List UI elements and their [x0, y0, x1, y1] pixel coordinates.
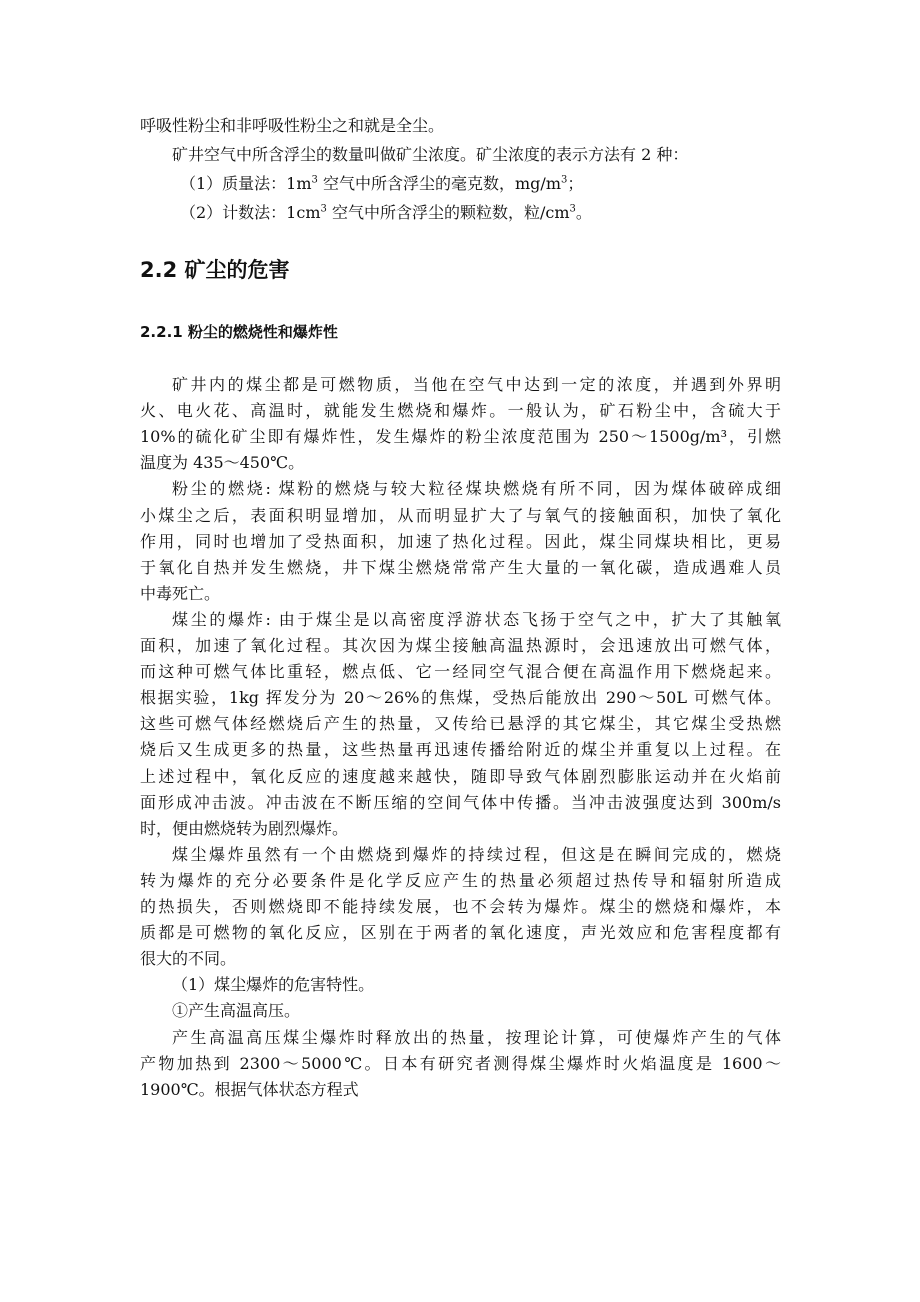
- paragraph-line: 1900℃。根据气体状态方程式: [140, 1080, 359, 1099]
- paragraph-line: （1）煤尘爆炸的危害特性。: [172, 975, 375, 994]
- text-line: （1）质量法：$1m^3$ 空气中所含浮尘的毫克数，$mg/m^3$；: [180, 174, 584, 193]
- section-heading: 2.2 矿尘的危害: [140, 258, 290, 282]
- paragraph-line: 温度为 435～450℃。: [140, 453, 305, 472]
- paragraph-line: 这些可燃气体经燃烧后产生的热量，又传给已悬浮的其它煤尘，其它煤尘受热燃: [140, 714, 781, 733]
- paragraph-line: 质都是可燃物的氧化反应，区别在于两者的氧化速度，声光效应和危害程度都有: [140, 923, 781, 942]
- paragraph-line: 矿井内的煤尘都是可燃物质，当他在空气中达到一定的浓度，并遇到外界明: [172, 375, 781, 394]
- paragraph-line: 烧后又生成更多的热量，这些热量再迅速传播给附近的煤尘并重复以上过程。在: [140, 740, 781, 759]
- paragraph-line: 上述过程中，氧化反应的速度越来越快，随即导致气体剧烈膨胀运动并在火焰前: [140, 767, 781, 786]
- paragraph-line: 根据实验，1kg 挥发分为 20～26%的焦煤，受热后能放出 290～50L 可燃气体。: [140, 688, 781, 707]
- paragraph-line: 中毒死亡。: [140, 584, 221, 603]
- paragraph-line: ①产生高温高压。: [172, 1001, 301, 1020]
- paragraph-line: 很大的不同。: [140, 949, 237, 968]
- paragraph-line: 粉尘的燃烧: 煤粉的燃烧与较大粒径煤块燃烧有所不同，因为煤体破碎成细: [172, 479, 781, 498]
- paragraph-line: 10%的硫化矿尘即有爆炸性，发生爆炸的粉尘浓度范围为 250～1500g/m³，引燃: [140, 427, 781, 446]
- paragraph-line: 面形成冲击波。冲击波在不断压缩的空间气体中传播。当冲击波强度达到 300m/s: [140, 793, 781, 812]
- paragraph-line: 火、电火花、高温时，就能发生燃烧和爆炸。一般认为，矿石粉尘中，含硫大于: [140, 401, 781, 420]
- paragraph-line: 时，便由燃烧转为剧烈爆炸。: [140, 819, 349, 838]
- paragraph-line: 煤尘的爆炸: 由于煤尘是以高密度浮游状态飞扬于空气之中，扩大了其触氧: [172, 610, 781, 629]
- paragraph-line: 煤尘爆炸虽然有一个由燃烧到爆炸的持续过程，但这是在瞬间完成的，燃烧: [172, 845, 781, 864]
- text-line: （2）计数法：$1cm^3$ 空气中所含浮尘的颗粒数，粒$/cm^3$。: [180, 203, 592, 222]
- paragraph-line: 的热损失，否则燃烧即不能持续发展，也不会转为爆炸。煤尘的燃烧和爆炸，本: [140, 897, 781, 916]
- subsection-heading: 2.2.1 粉尘的燃烧性和爆炸性: [140, 323, 338, 341]
- paragraph-line: 作用，同时也增加了受热面积，加速了热化过程。因此，煤尘同煤块相比，更易: [140, 532, 781, 551]
- paragraph-line: 产生高温高压煤尘爆炸时释放出的热量，按理论计算，可使爆炸产生的气体: [172, 1028, 781, 1047]
- paragraph-line: 产物加热到 2300～5000℃。日本有研究者测得煤尘爆炸时火焰温度是 1600～: [140, 1054, 781, 1073]
- text-line: 呼吸性粉尘和非呼吸性粉尘之和就是全尘。: [140, 116, 445, 135]
- paragraph-line: 于氧化自热并发生燃烧，井下煤尘燃烧常常产生大量的一氧化碳，造成遇难人员: [140, 558, 781, 577]
- paragraph-line: 面积，加速了氧化过程。其次因为煤尘接触高温热源时，会迅速放出可燃气体，: [140, 636, 781, 655]
- text-line: 矿井空气中所含浮尘的数量叫做矿尘浓度。矿尘浓度的表示方法有 2 种：: [172, 145, 689, 164]
- paragraph-line: 转为爆炸的充分必要条件是化学反应产生的热量必须超过热传导和辐射所造成: [140, 871, 781, 890]
- paragraph-line: 小煤尘之后，表面积明显增加，从而明显扩大了与氧气的接触面积，加快了氧化: [140, 506, 781, 525]
- paragraph-line: 而这种可燃气体比重轻，燃点低、它一经同空气混合便在高温作用下燃烧起来。: [140, 662, 781, 681]
